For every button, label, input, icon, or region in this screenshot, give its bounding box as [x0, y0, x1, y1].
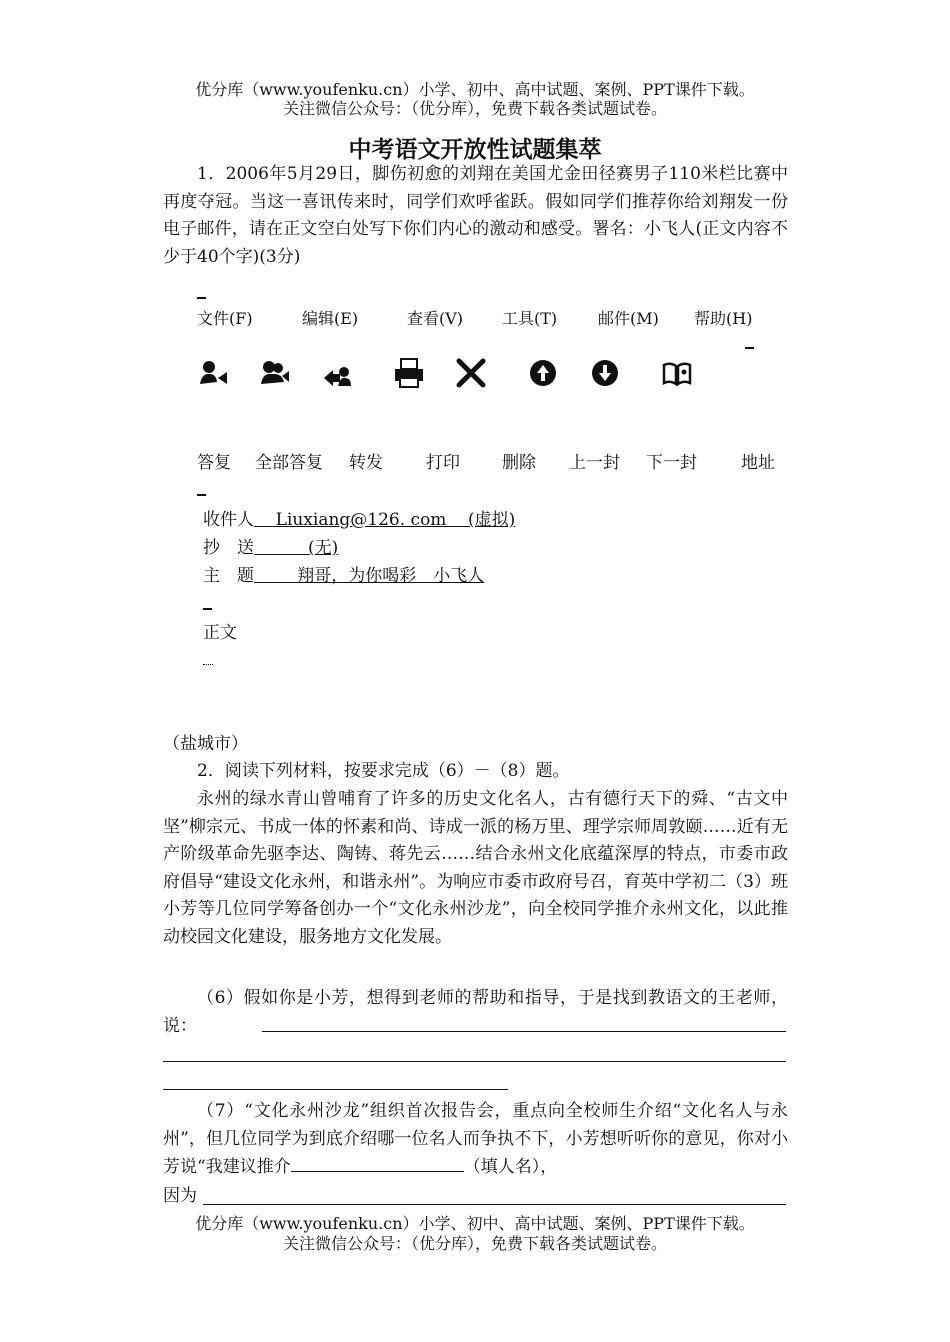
question-2-passage: 永州的绿水青山曾哺育了许多的历史文化名人，古有德行天下的舜、“古文中坚”柳宗元、书成一体的怀素和尚、诗成一派的杨万里、理学宗师周敦颐……近有无产阶级革命先驱李达、陶铸、蒋先云……结合永州文化底蕴深厚的特点，市委市政府倡导“建设文化永州，和谐永州”。为响应市委市政府号召，育英中学初二（3）班小芳等几位同学筹备创办一个“文化永州沙龙”，向全校同学推介永州文化，以此推动校园文化建设，服务地方文化发展。: [163, 789, 788, 947]
menu-mail[interactable]: 邮件(M): [598, 309, 659, 328]
toolbar-label-forward[interactable]: 转发: [349, 453, 383, 473]
recipient-note: (虚拟): [468, 510, 516, 530]
page-title: 中考语文开放性试题集萃: [348, 136, 602, 163]
toolbar-label-address[interactable]: 地址: [741, 453, 775, 473]
body-label: 正文: [203, 623, 237, 643]
cc-label: 抄 送: [203, 538, 254, 558]
question-6-prompt: （6）假如你是小芳，想得到老师的帮助和指导，于是找到教语文的王老师，说：: [163, 988, 788, 1036]
footer-line-2: 关注微信公众号：（优分库），免费下载各类试题试卷。: [282, 1234, 667, 1253]
toolbar-label-reply[interactable]: 答复: [197, 453, 231, 473]
question-7-text: [163, 1098, 788, 1182]
reply-icon[interactable]: [196, 356, 230, 390]
cc-value: (无): [308, 538, 339, 558]
subject-label: 主 题: [203, 566, 254, 586]
answer-line[interactable]: [163, 1061, 786, 1062]
subject-field[interactable]: [203, 561, 484, 586]
footer-line-1: 优分库（www.youfenku.cn）小学、初中、高中试题、案例、PPT课件下载。: [195, 1214, 755, 1233]
subject-value: 翔哥，为你喝彩 小飞人: [297, 566, 485, 586]
recipient-label: 收件人: [203, 510, 254, 530]
divider-mark: [197, 494, 206, 496]
header-line-2: 关注微信公众号：（优分库），免费下载各类试题试卷。: [282, 99, 667, 118]
printer-icon[interactable]: [392, 356, 426, 390]
question-1-text: 1．2006年5月29日，脚伤初愈的刘翔在美国尤金田径赛男子110米栏比赛中再度夺冠。当这一喜讯传来时，同学们欢呼雀跃。假如同学们推荐你给刘翔发一份电子邮件，请在正文空白处写下你们内心的激动和感受。署名：小飞人(正文内容不少于40个字)(3分): [163, 164, 788, 267]
delete-icon[interactable]: [454, 356, 488, 390]
cc-field[interactable]: [203, 533, 338, 558]
body-input-area[interactable]: [203, 664, 213, 665]
question-7-prompt: （7）“文化永州沙龙”组织首次报告会，重点向全校师生介绍“文化名人与永州”，但几位同学为到底介绍哪一位名人而争执不下，小芳想听听你的意见，你对小芳说“我建议推介: [163, 1101, 788, 1177]
recipient-field[interactable]: [203, 505, 515, 530]
forward-icon[interactable]: [320, 356, 354, 390]
question-2-intro: 2．阅读下列材料，按要求完成（6）－（8）题。: [197, 761, 570, 781]
recipient-value: Liuxiang@126. com: [275, 510, 447, 530]
answer-line[interactable]: [203, 1204, 786, 1205]
toolbar-label-next[interactable]: 下一封: [646, 453, 697, 473]
menu-edit[interactable]: 编辑(E): [302, 309, 359, 328]
toolbar-label-reply-all[interactable]: 全部答复: [255, 453, 323, 473]
answer-line[interactable]: [163, 1089, 508, 1090]
divider-mark: [197, 297, 206, 299]
divider-mark: [745, 347, 754, 349]
answer-line[interactable]: [262, 1031, 786, 1032]
question-7-reason: [163, 1183, 788, 1211]
source-label: （盐城市）: [163, 734, 248, 754]
divider-mark: [203, 608, 212, 610]
header-line-1: 优分库（www.youfenku.cn）小学、初中、高中试题、案例、PPT课件下载。: [195, 80, 755, 99]
toolbar-label-previous[interactable]: 上一封: [569, 453, 620, 473]
question-7-suffix: （填人名），: [463, 1157, 558, 1177]
reply-all-icon[interactable]: [258, 356, 292, 390]
address-book-icon[interactable]: [660, 356, 694, 390]
next-icon[interactable]: [588, 356, 622, 390]
toolbar-label-delete[interactable]: 删除: [502, 453, 536, 473]
name-blank[interactable]: [291, 1153, 464, 1172]
question-7-because: 因为: [163, 1186, 197, 1206]
toolbar-label-print[interactable]: 打印: [426, 453, 460, 473]
menu-tools[interactable]: 工具(T): [502, 309, 558, 328]
menu-view[interactable]: 查看(V): [407, 309, 464, 328]
menu-help[interactable]: 帮助(H): [694, 309, 753, 328]
previous-icon[interactable]: [526, 356, 560, 390]
menu-file[interactable]: 文件(F): [197, 309, 253, 328]
